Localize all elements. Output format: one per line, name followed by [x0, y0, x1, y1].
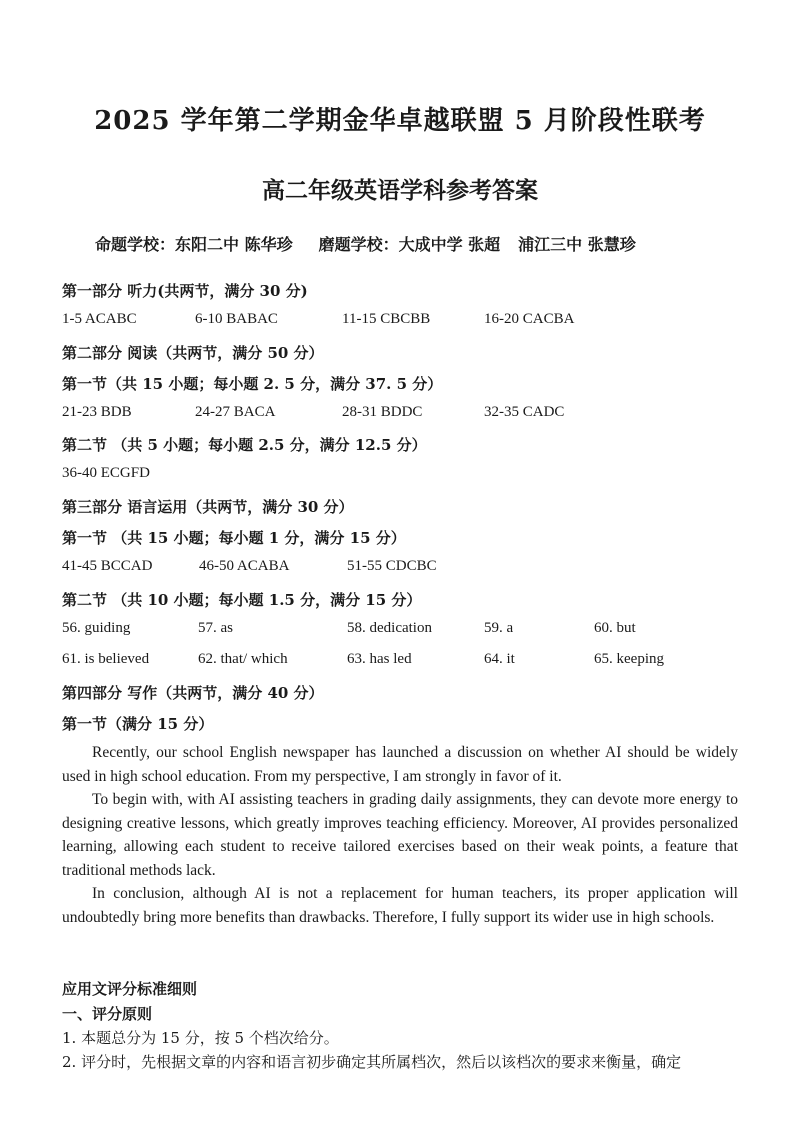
blank-answer: 62. that/ which: [198, 651, 288, 667]
blank-answer: 65. keeping: [594, 651, 664, 667]
part3-sec1-heading: 第一节 （共 15 小题；每小题 1 分，满分 15 分）: [62, 529, 406, 547]
part1-answer: 6-10 BABAC: [195, 311, 278, 327]
part2-sec2-heading: 第二节 （共 5 小题；每小题 2.5 分，满分 12.5 分）: [62, 436, 427, 454]
blank-answer: 57. as: [198, 620, 233, 636]
part1-answer: 16-20 CACBA: [484, 311, 575, 327]
scoring-rule: 1. 本题总分为 15 分，按 5 个档次给分。: [62, 1029, 339, 1047]
part1-answer: 1-5 ACABC: [62, 311, 137, 327]
essay-paragraph: Recently, our school English newspaper has launched a discussion on whether AI should be widely used in high school education. From my perspective, I am strongly in favor of it.: [62, 744, 738, 785]
blank-answer: 64. it: [484, 651, 515, 667]
authors-reviewer-2: 浦江三中 张慧珍: [518, 235, 636, 254]
sample-essay: [62, 741, 738, 929]
part3-heading: 第三部分 语言运用（共两节，满分 30 分）: [62, 498, 354, 516]
part3-sec2-heading: 第二节 （共 10 小题；每小题 1.5 分，满分 15 分）: [62, 591, 422, 609]
authors-line: [95, 232, 636, 255]
part3-sec1-answer: 51-55 CDCBC: [347, 558, 437, 574]
part2-heading: 第二部分 阅读（共两节，满分 50 分）: [62, 344, 324, 362]
authors-reviewer: 磨题学校：大成中学 张超: [318, 235, 501, 254]
part2-sec1-answer: 24-27 BACA: [195, 404, 276, 420]
essay-paragraph: To begin with, with AI assisting teachers in grading daily assignments, they can devote more energy to designing creative lessons, which greatly improves teaching efficiency. Moreover, AI provides personalized learning, allowing each student to receive tailored exercises based on their weak points, a feature that traditional methods lack.: [62, 791, 738, 879]
part2-sec2-answer: 36-40 ECGFD: [62, 465, 150, 481]
blank-answer: 56. guiding: [62, 620, 131, 636]
part1-heading: 第一部分 听力(共两节，满分 30 分): [62, 282, 308, 300]
essay-paragraph: In conclusion, although AI is not a replacement for human teachers, its proper application will undoubtedly bring more benefits than drawbacks. Therefore, I fully support its wider use in high schools.: [62, 885, 738, 926]
part2-sec1-answer: 28-31 BDDC: [342, 404, 423, 420]
page-title: 2025 学年第二学期金华卓越联盟 5 月阶段性联考: [94, 106, 706, 136]
part2-sec1-answer: 32-35 CADC: [484, 404, 565, 420]
blank-answer: 60. but: [594, 620, 636, 636]
blank-answer: 61. is believed: [62, 651, 150, 667]
part2-sec1-answer: 21-23 BDB: [62, 404, 132, 420]
blank-answer: 63. has led: [347, 651, 412, 667]
scoring-heading: 应用文评分标准细则: [62, 980, 198, 998]
blank-answer: 59. a: [484, 620, 514, 636]
part4-heading: 第四部分 写作（共两节，满分 40 分）: [62, 684, 324, 702]
part4-sec1-heading: 第一节（满分 15 分）: [62, 715, 214, 733]
part1-answer: 11-15 CBCBB: [342, 311, 431, 327]
scoring-rule: 2. 评分时，先根据文章的内容和语言初步确定其所属档次，然后以该档次的要求来衡量，确定: [62, 1053, 682, 1071]
page-subtitle: 高二年级英语学科参考答案: [262, 177, 538, 204]
authors-setter: 命题学校：东阳二中 陈华珍: [95, 235, 293, 254]
part3-sec1-answer: 46-50 ACABA: [199, 558, 290, 574]
scoring-principle-heading: 一、评分原则: [62, 1005, 153, 1023]
part2-sec1-heading: 第一节（共 15 小题；每小题 2. 5 分，满分 37. 5 分）: [62, 375, 443, 393]
blank-answer: 58. dedication: [347, 620, 432, 636]
part3-sec1-answer: 41-45 BCCAD: [62, 558, 153, 574]
